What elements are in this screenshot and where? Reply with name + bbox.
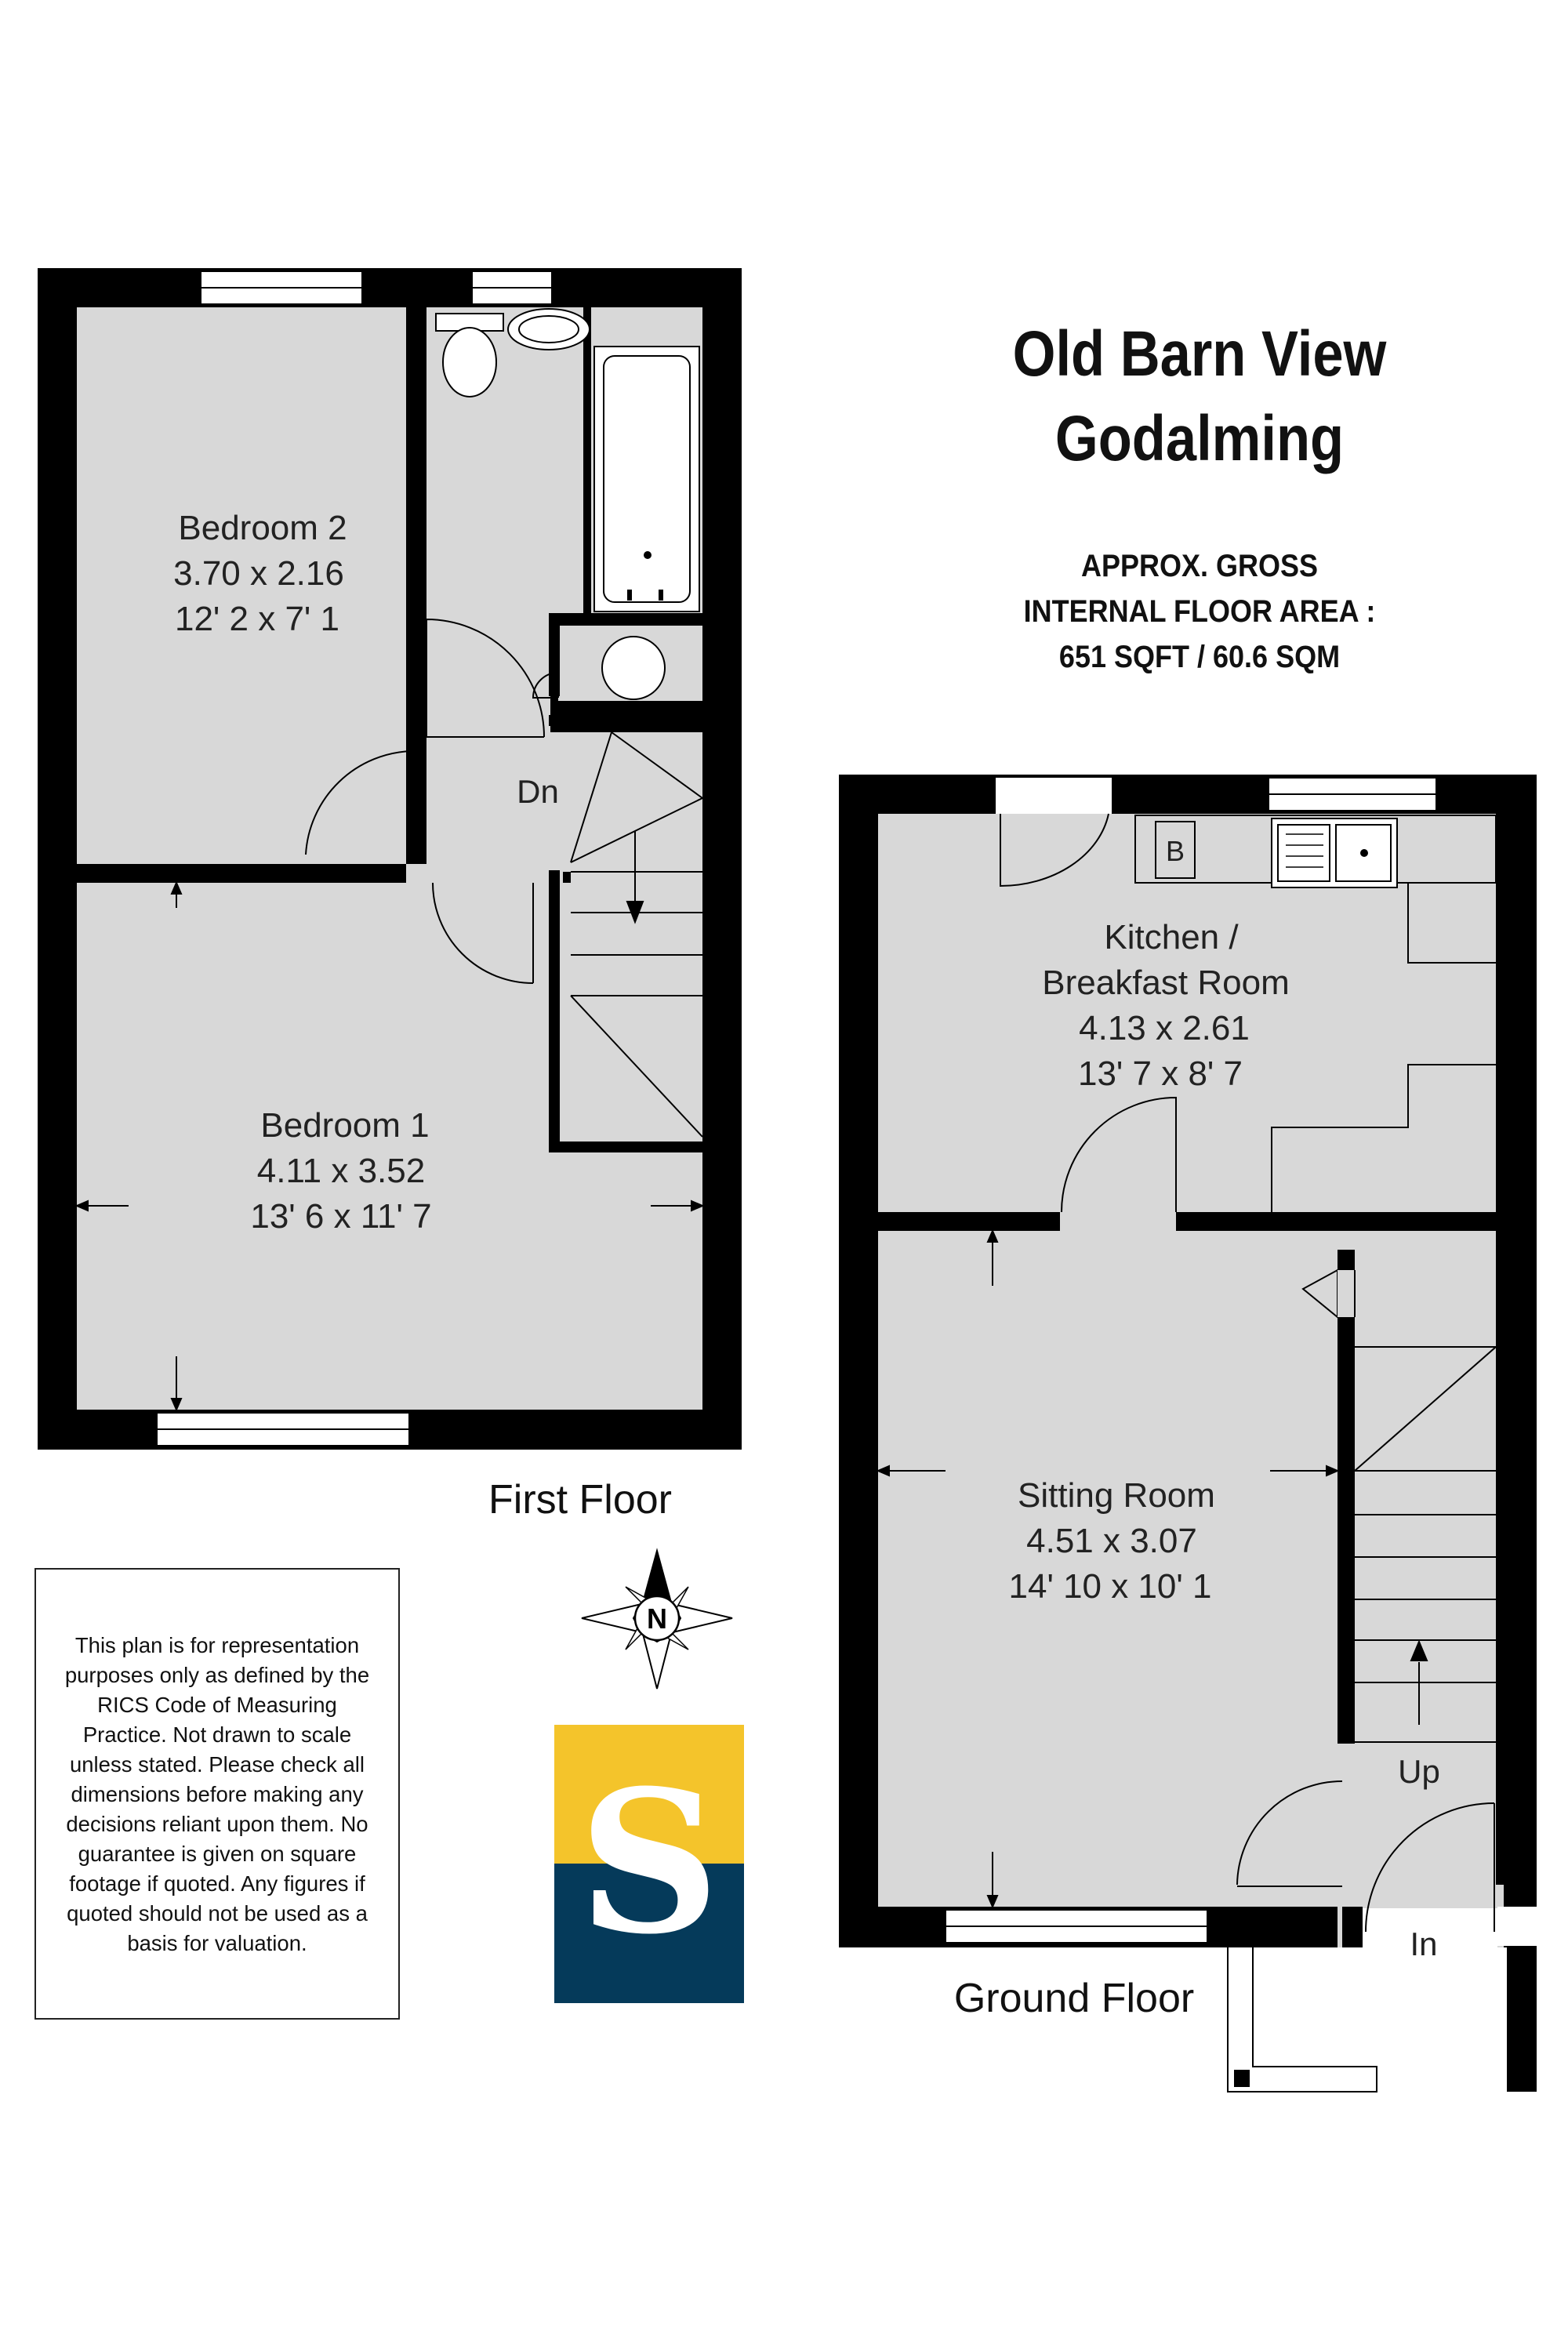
stairs-up-label: Up <box>1398 1753 1440 1790</box>
bedroom-2-name: Bedroom 2 <box>178 509 347 547</box>
ground-floor-plan <box>839 775 1537 2092</box>
property-street: Old Barn View <box>1012 318 1387 390</box>
floor-area-line-2: INTERNAL FLOOR AREA : <box>1023 594 1376 629</box>
bedroom-1-metric: 4.11 x 3.52 <box>256 1152 426 1190</box>
agent-logo <box>554 1725 744 2003</box>
kitchen-name-line2: Breakfast Room <box>1042 964 1290 1002</box>
boiler-label: B <box>1165 835 1185 867</box>
disclaimer-box <box>34 1568 400 2020</box>
bedroom-1-name: Bedroom 1 <box>260 1106 430 1145</box>
property-town: Godalming <box>1054 403 1345 474</box>
compass-north-label: N <box>647 1602 667 1635</box>
stairs-floor <box>571 732 702 1137</box>
bedroom-2-metric: 3.70 x 2.16 <box>173 554 344 593</box>
stairs-down-label: Dn <box>517 773 559 810</box>
bedroom-2-imperial: 12' 2 x 7' 1 <box>174 600 340 638</box>
entrance-label: In <box>1410 1926 1438 1962</box>
sitting-room-name: Sitting Room <box>1018 1476 1215 1515</box>
sitting-room-imperial: 14' 10 x 10' 1 <box>1008 1567 1212 1606</box>
sitting-room-metric: 4.51 x 3.07 <box>1026 1522 1197 1560</box>
floor-area-line-3: 651 SQFT / 60.6 SQM <box>1058 640 1341 674</box>
kitchen-name-line1: Kitchen / <box>1104 918 1239 956</box>
toilet <box>443 328 496 397</box>
disclaimer-text: This plan is for representation purposes only as defined by the RICS Code of Measuring Practice. Not drawn to scale unless stated. Please check all dimensions before making any decisions reliant upon them. No guarantee is given on square footage if quoted. Any figures if quoted should not be used as a basis for valuation. <box>64 1633 370 1955</box>
landing-floor <box>426 616 550 883</box>
first-floor-plan <box>38 268 742 1523</box>
logo-letter: S <box>578 1747 720 1977</box>
ground-floor-label: Ground Floor <box>953 1976 1195 2021</box>
compass-icon <box>582 1551 732 1689</box>
kitchen-imperial: 13' 7 x 8' 7 <box>1077 1054 1243 1093</box>
cupboard-tank <box>602 637 665 699</box>
floor-area-line-1: APPROX. GROSS <box>1080 549 1319 583</box>
first-floor-label: First Floor <box>488 1477 672 1523</box>
bedroom-1-imperial: 13' 6 x 11' 7 <box>250 1197 432 1236</box>
kitchen-metric: 4.13 x 2.61 <box>1079 1009 1250 1047</box>
